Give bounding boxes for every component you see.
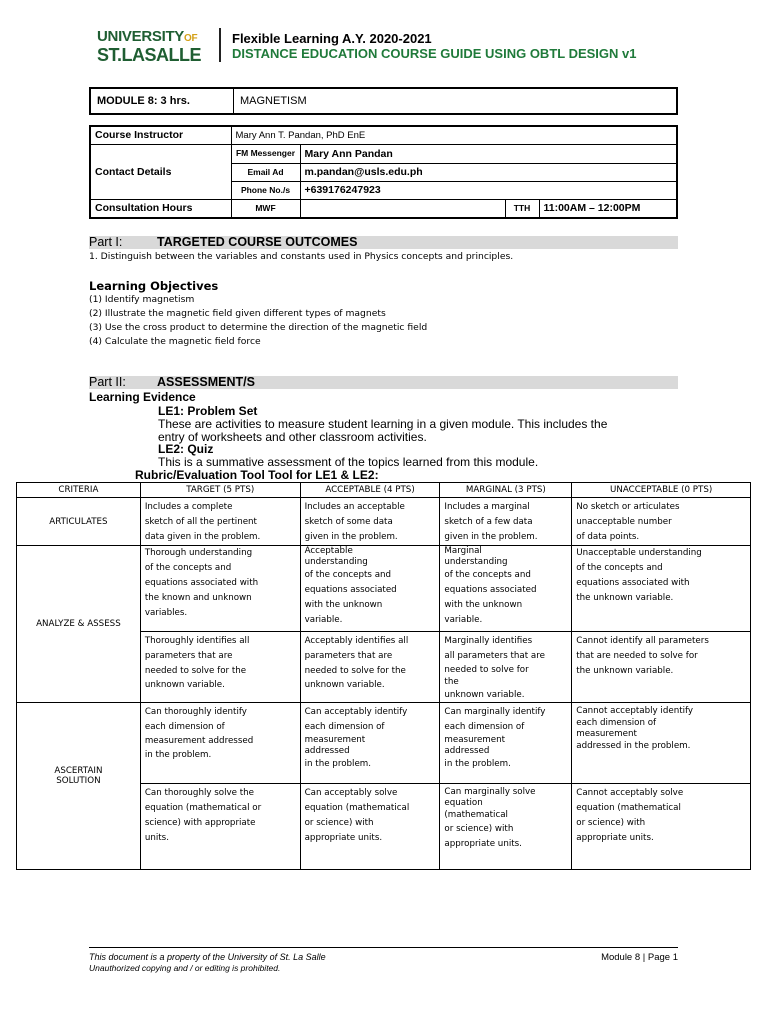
cell-line: in the problem. <box>304 759 372 769</box>
part1-number: Part I: <box>89 235 123 249</box>
cell-line: needed to solve for the <box>144 666 247 676</box>
rubric-cell <box>300 498 440 546</box>
objective-item: (1) Identify magnetism <box>89 294 195 305</box>
contact-details-label: Contact Details <box>90 144 231 199</box>
cell-line: of the concepts and <box>444 570 531 580</box>
rubric-cell <box>440 784 572 870</box>
cell-line: understanding <box>304 557 368 567</box>
rubric-cell <box>572 632 751 703</box>
cell-line: appropriate units. <box>444 839 522 849</box>
cell-line: parameters that are <box>144 651 233 661</box>
cell-line: that are needed to solve for <box>576 651 698 661</box>
cell-line: unknown variable. <box>144 680 225 690</box>
cell-line: sketch of a few data <box>444 517 533 527</box>
cell-line: measurement addressed <box>144 736 254 746</box>
cell-line: Unacceptable understanding <box>576 548 702 558</box>
cell-line: of the concepts and <box>304 570 392 580</box>
cell-line: the unknown variable. <box>576 593 674 603</box>
cell-line: science) with appropriate <box>144 818 256 828</box>
cell-line: Marginally identifies <box>444 636 533 646</box>
cell-line: each dimension of <box>304 722 385 732</box>
phone-value: +639176247923 <box>300 181 677 199</box>
cell-line: addressed <box>304 746 350 756</box>
part1-title: TARGETED COURSE OUTCOMES <box>157 235 358 249</box>
email-value: m.pandan@usls.edu.ph <box>300 163 677 181</box>
rubric-cell <box>572 784 751 870</box>
cell-line: Cannot acceptably solve <box>576 788 684 798</box>
cell-line: Thorough understanding <box>144 548 253 558</box>
cell-line: understanding <box>444 557 508 567</box>
cell-line: Cannot identify all parameters <box>576 636 709 646</box>
rubric-cell <box>300 703 440 784</box>
rubric-cell <box>140 632 300 703</box>
course-outcome: 1. Distinguish between the variables and constants used in Physics concepts and principles. <box>89 251 514 262</box>
cell-line: Acceptable <box>304 546 353 556</box>
rubric-cell <box>140 784 300 870</box>
instructor-table <box>89 125 678 219</box>
rubric-cell <box>300 546 440 632</box>
rubric-header: CRITERIA <box>17 483 141 498</box>
cell-line: each dimension of <box>144 722 225 732</box>
rubric-header: ACCEPTABLE (4 PTS) <box>300 483 440 498</box>
part1-header <box>89 236 678 249</box>
cell-line: Thoroughly identifies all <box>144 636 250 646</box>
cell-line: sketch of all the pertinent <box>144 517 257 527</box>
rubric-cell <box>140 703 300 784</box>
criteria-ascertain-solution <box>17 703 141 870</box>
footer-property-note: This document is a property of the University of St. La Salle <box>89 952 326 962</box>
rubric-cell <box>140 546 300 632</box>
module-title: MAGNETISM <box>240 95 307 107</box>
cell-line: in the problem. <box>144 750 212 760</box>
cell-line: with the unknown <box>444 600 523 610</box>
cell-line: equations associated <box>444 585 537 595</box>
cell-line: needed to solve for the <box>304 666 406 676</box>
criteria-articulates: ARTICULATES <box>17 498 141 546</box>
tth-label: TTH <box>505 199 539 218</box>
cell-line: appropriate units. <box>304 833 383 843</box>
footer-copy-note: Unauthorized copying and / or editing is prohibited. <box>89 963 281 973</box>
fm-messenger-label: FM Messenger <box>231 144 300 163</box>
cell-line: each dimension of <box>576 718 657 728</box>
logo-of: OF <box>184 33 198 44</box>
page-number: Module 8 | Page 1 <box>601 952 678 963</box>
cell-line: unacceptable number <box>576 517 672 527</box>
rubric-cell <box>440 703 572 784</box>
cell-line: of the concepts and <box>576 563 663 573</box>
le1-description: entry of worksheets and other classroom activities. <box>158 430 427 444</box>
cell-line: Includes a marginal <box>444 502 530 512</box>
le2-title: LE2: Quiz <box>158 442 214 456</box>
cell-line: given in the problem. <box>304 532 398 542</box>
rubric-cell <box>140 498 300 546</box>
le1-description: These are activities to measure student learning in a given module. This includes the <box>158 417 608 431</box>
part2-number: Part II: <box>89 375 126 389</box>
cell-line: appropriate units. <box>576 833 654 843</box>
cell-line: measurement <box>444 735 506 745</box>
le2-description: This is a summative assessment of the topics learned from this module. <box>158 455 539 469</box>
cell-line: equation (mathematical or <box>144 803 262 813</box>
cell-line: addressed in the problem. <box>576 741 691 751</box>
rubric-cell <box>300 784 440 870</box>
rubric-cell <box>300 632 440 703</box>
cell-line: needed to solve for <box>444 665 529 675</box>
tth-value: 11:00AM – 12:00PM <box>539 199 677 218</box>
cell-line: with the unknown <box>304 600 383 610</box>
mwf-label: MWF <box>231 199 300 218</box>
module-label: MODULE 8: 3 hrs. <box>91 89 234 113</box>
criteria-line: ASCERTAIN <box>54 766 103 776</box>
le1-title: LE1: Problem Set <box>158 404 258 418</box>
criteria-line: SOLUTION <box>56 776 101 786</box>
footer-divider <box>89 947 678 948</box>
cell-line: given in the problem. <box>444 532 538 542</box>
rubric-cell <box>440 632 572 703</box>
cell-line: Includes an acceptable <box>304 502 405 512</box>
rubric-header: TARGET (5 PTS) <box>140 483 300 498</box>
rubric-cell <box>572 703 751 784</box>
cell-line: equations associated with <box>576 578 690 588</box>
part2-title: ASSESSMENT/S <box>157 375 255 389</box>
header-divider <box>219 28 221 62</box>
cell-line: or science) with <box>304 818 374 828</box>
cell-line: or science) with <box>444 824 514 834</box>
cell-line: parameters that are <box>304 651 393 661</box>
cell-line: Includes a complete <box>144 502 233 512</box>
mwf-value <box>300 199 505 218</box>
header-line1: Flexible Learning A.Y. 2020-2021 <box>232 31 432 46</box>
rubric-title: Rubric/Evaluation Tool Tool for LE1 & LE2: <box>135 468 379 482</box>
cell-line: each dimension of <box>444 722 525 732</box>
cell-line: variable. <box>304 615 343 625</box>
objective-item: (2) Illustrate the magnetic field given different types of magnets <box>89 308 386 319</box>
cell-line: the unknown variable. <box>576 666 674 676</box>
module-box <box>89 87 678 115</box>
cell-line: measurement <box>304 735 366 745</box>
rubric-cell <box>572 498 751 546</box>
cell-line: of the concepts and <box>144 563 232 573</box>
cell-line: the <box>444 677 459 687</box>
header-line2: DISTANCE EDUCATION COURSE GUIDE USING OBTL DESIGN v1 <box>232 46 637 61</box>
rubric-cell <box>440 498 572 546</box>
fm-messenger-value: Mary Ann Pandan <box>300 144 677 163</box>
part2-header <box>89 376 678 389</box>
cell-line: unknown variable. <box>304 680 385 690</box>
evidence-heading: Learning Evidence <box>89 390 196 404</box>
cell-line: or science) with <box>576 818 646 828</box>
logo-line2: ST.LASALLE <box>97 45 202 65</box>
rubric-cell <box>440 546 572 632</box>
objective-item: (3) Use the cross product to determine the direction of the magnetic field <box>89 322 428 333</box>
cell-line: equations associated <box>304 585 397 595</box>
cell-line: unknown variable. <box>444 690 525 700</box>
course-instructor-label: Course Instructor <box>90 126 231 144</box>
cell-line: Can marginally solve <box>444 787 536 797</box>
university-logo <box>97 29 209 63</box>
cell-line: variable. <box>444 615 483 625</box>
course-instructor-value: Mary Ann T. Pandan, PhD EnE <box>231 126 677 144</box>
cell-line: Can thoroughly solve the <box>144 788 255 798</box>
cell-line: Acceptably identifies all <box>304 636 409 646</box>
logo-line1: UNIVERSITY <box>97 28 185 45</box>
cell-line: addressed <box>444 746 490 756</box>
cell-line: equation (mathematical <box>576 803 681 813</box>
cell-line: data given in the problem. <box>144 532 261 542</box>
rubric-cell <box>572 546 751 632</box>
cell-line: variables. <box>144 608 188 618</box>
cell-line: measurement <box>576 729 637 739</box>
rubric-header: UNACCEPTABLE (0 PTS) <box>572 483 751 498</box>
rubric-header: MARGINAL (3 PTS) <box>440 483 572 498</box>
cell-line: No sketch or articulates <box>576 502 680 512</box>
cell-line: Can acceptably solve <box>304 788 398 798</box>
criteria-analyze-assess: ANALYZE & ASSESS <box>17 546 141 703</box>
cell-line: of data points. <box>576 532 640 542</box>
cell-line: equation (mathematical <box>304 803 410 813</box>
email-label: Email Ad <box>231 163 300 181</box>
cell-line: Can acceptably identify <box>304 707 408 717</box>
cell-line: Can thoroughly identify <box>144 707 247 717</box>
cell-line: equation <box>444 798 483 808</box>
cell-line: Marginal <box>444 546 482 556</box>
objective-item: (4) Calculate the magnetic field force <box>89 336 261 347</box>
cell-line: Cannot acceptably identify <box>576 706 694 716</box>
objectives-heading: Learning Objectives <box>89 279 219 293</box>
cell-line: all parameters that are <box>444 651 545 661</box>
cell-line: Can marginally identify <box>444 707 546 717</box>
cell-line: sketch of some data <box>304 517 393 527</box>
consultation-hours-label: Consultation Hours <box>90 199 231 218</box>
phone-label: Phone No./s <box>231 181 300 199</box>
cell-line: in the problem. <box>444 759 511 769</box>
cell-line: equations associated with <box>144 578 259 588</box>
rubric-table <box>16 482 751 870</box>
cell-line: units. <box>144 833 169 843</box>
cell-line: the known and unknown <box>144 593 252 603</box>
cell-line: (mathematical <box>444 810 508 820</box>
